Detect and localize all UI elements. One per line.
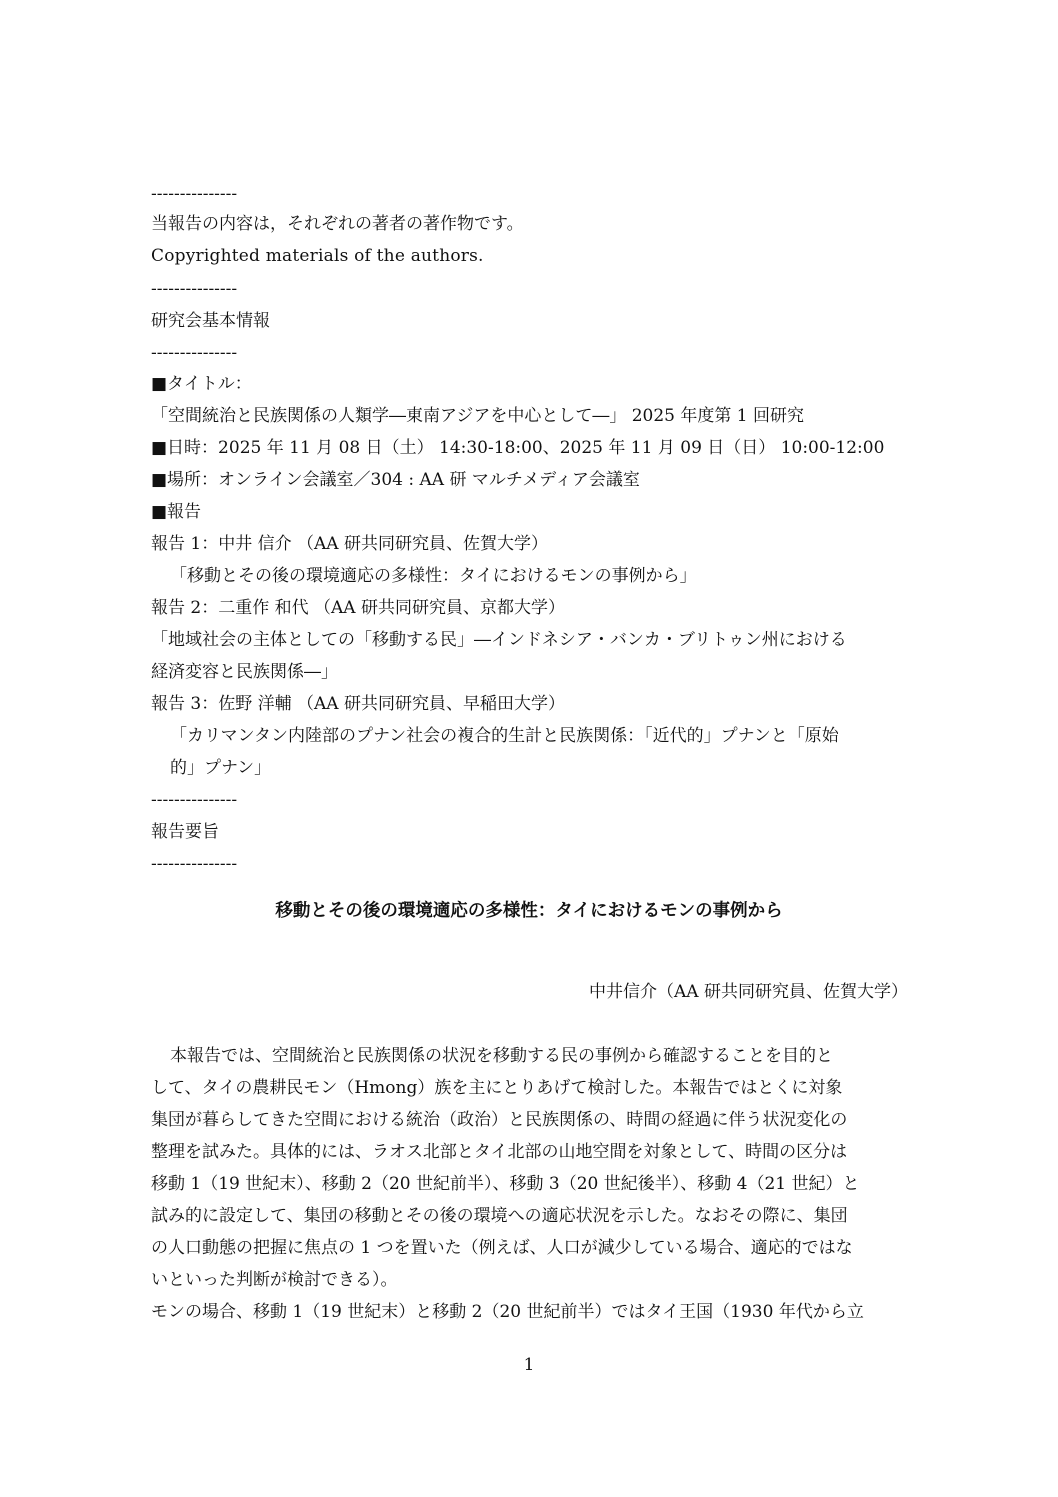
report-2-title-line-1: 「地域社会の主体としての「移動する民」―インドネシア・バンカ・ブリトゥン州における: [151, 630, 847, 650]
report-1-speaker: 報告 1：中井 信介 （AA 研共同研究員、佐賀大学）: [151, 534, 548, 554]
separator: ---------------: [151, 790, 238, 810]
report-1-title: 「移動とその後の環境適応の多様性：タイにおけるモンの事例から」: [170, 566, 697, 586]
abstract-line: 整理を試みた。具体的には、ラオス北部とタイ北部の山地空間を対象として、時間の区分は: [151, 1142, 848, 1162]
section-heading-summary: 報告要旨: [151, 822, 219, 842]
separator: ---------------: [151, 343, 238, 363]
abstract-line: 集団が暮らしてきた空間における統治（政治）と民族関係の、時間の経過に伴う状況変化の: [151, 1110, 848, 1130]
separator: ---------------: [151, 279, 238, 299]
abstract-line: して、タイの農耕民モン（Hmong）族を主にとりあげて検討した。本報告ではとくに対象: [151, 1078, 843, 1098]
section-heading-info: 研究会基本情報: [151, 311, 270, 331]
abstract-title: 移動とその後の環境適応の多様性：タイにおけるモンの事例から: [275, 901, 783, 921]
separator: ---------------: [151, 184, 238, 204]
abstract-line: モンの場合、移動 1（19 世紀末）と移動 2（20 世紀前半）ではタイ王国（1930 年代から立: [151, 1302, 864, 1322]
abstract-line: の人口動態の把握に焦点の 1 つを置いた（例えば、人口が減少している場合、適応的ではな: [151, 1238, 853, 1258]
abstract-line: 試み的に設定して、集団の移動とその後の環境への適応状況を示した。なおその際に、集団: [151, 1206, 848, 1226]
abstract-line: いといった判断が検討できる）。: [151, 1270, 398, 1290]
copyright-notice-en: Copyrighted materials of the authors.: [151, 246, 484, 266]
reports-label: ■報告: [151, 502, 202, 522]
abstract-line: 移動 1（19 世紀末）、移動 2（20 世紀前半）、移動 3（20 世紀後半）、移動 4（21 世紀）と: [151, 1174, 860, 1194]
meeting-datetime: ■日時：2025 年 11 月 08 日（土） 14:30-18:00、2025 年 11 月 09 日（日） 10:00-12:00: [151, 438, 885, 458]
report-3-speaker: 報告 3：佐野 洋輔 （AA 研共同研究員、早稲田大学）: [151, 694, 565, 714]
separator: ---------------: [151, 854, 238, 874]
meeting-place: ■場所：オンライン会議室／304 : AA 研 マルチメディア会議室: [151, 470, 640, 490]
abstract-author: 中井信介（AA 研共同研究員、佐賀大学）: [589, 982, 908, 1002]
copyright-notice-ja: 当報告の内容は，それぞれの著者の著作物です。: [151, 214, 524, 234]
title-label: ■タイトル：: [151, 374, 252, 394]
abstract-line: 本報告では、空間統治と民族関係の状況を移動する民の事例から確認することを目的と: [170, 1046, 833, 1066]
report-2-speaker: 報告 2：二重作 和代 （AA 研共同研究員、京都大学）: [151, 598, 565, 618]
report-2-title-line-2: 経済変容と民族関係―」: [151, 662, 338, 682]
report-3-title-line-2: 的」プナン」: [170, 758, 272, 778]
page-number: 1: [523, 1355, 535, 1375]
meeting-title: 「空間統治と民族関係の人類学―東南アジアを中心として―」 2025 年度第 1 回研究: [151, 406, 805, 426]
report-3-title-line-1: 「カリマンタン内陸部のプナン社会の複合的生計と民族関係：「近代的」プナンと「原始: [170, 726, 839, 746]
